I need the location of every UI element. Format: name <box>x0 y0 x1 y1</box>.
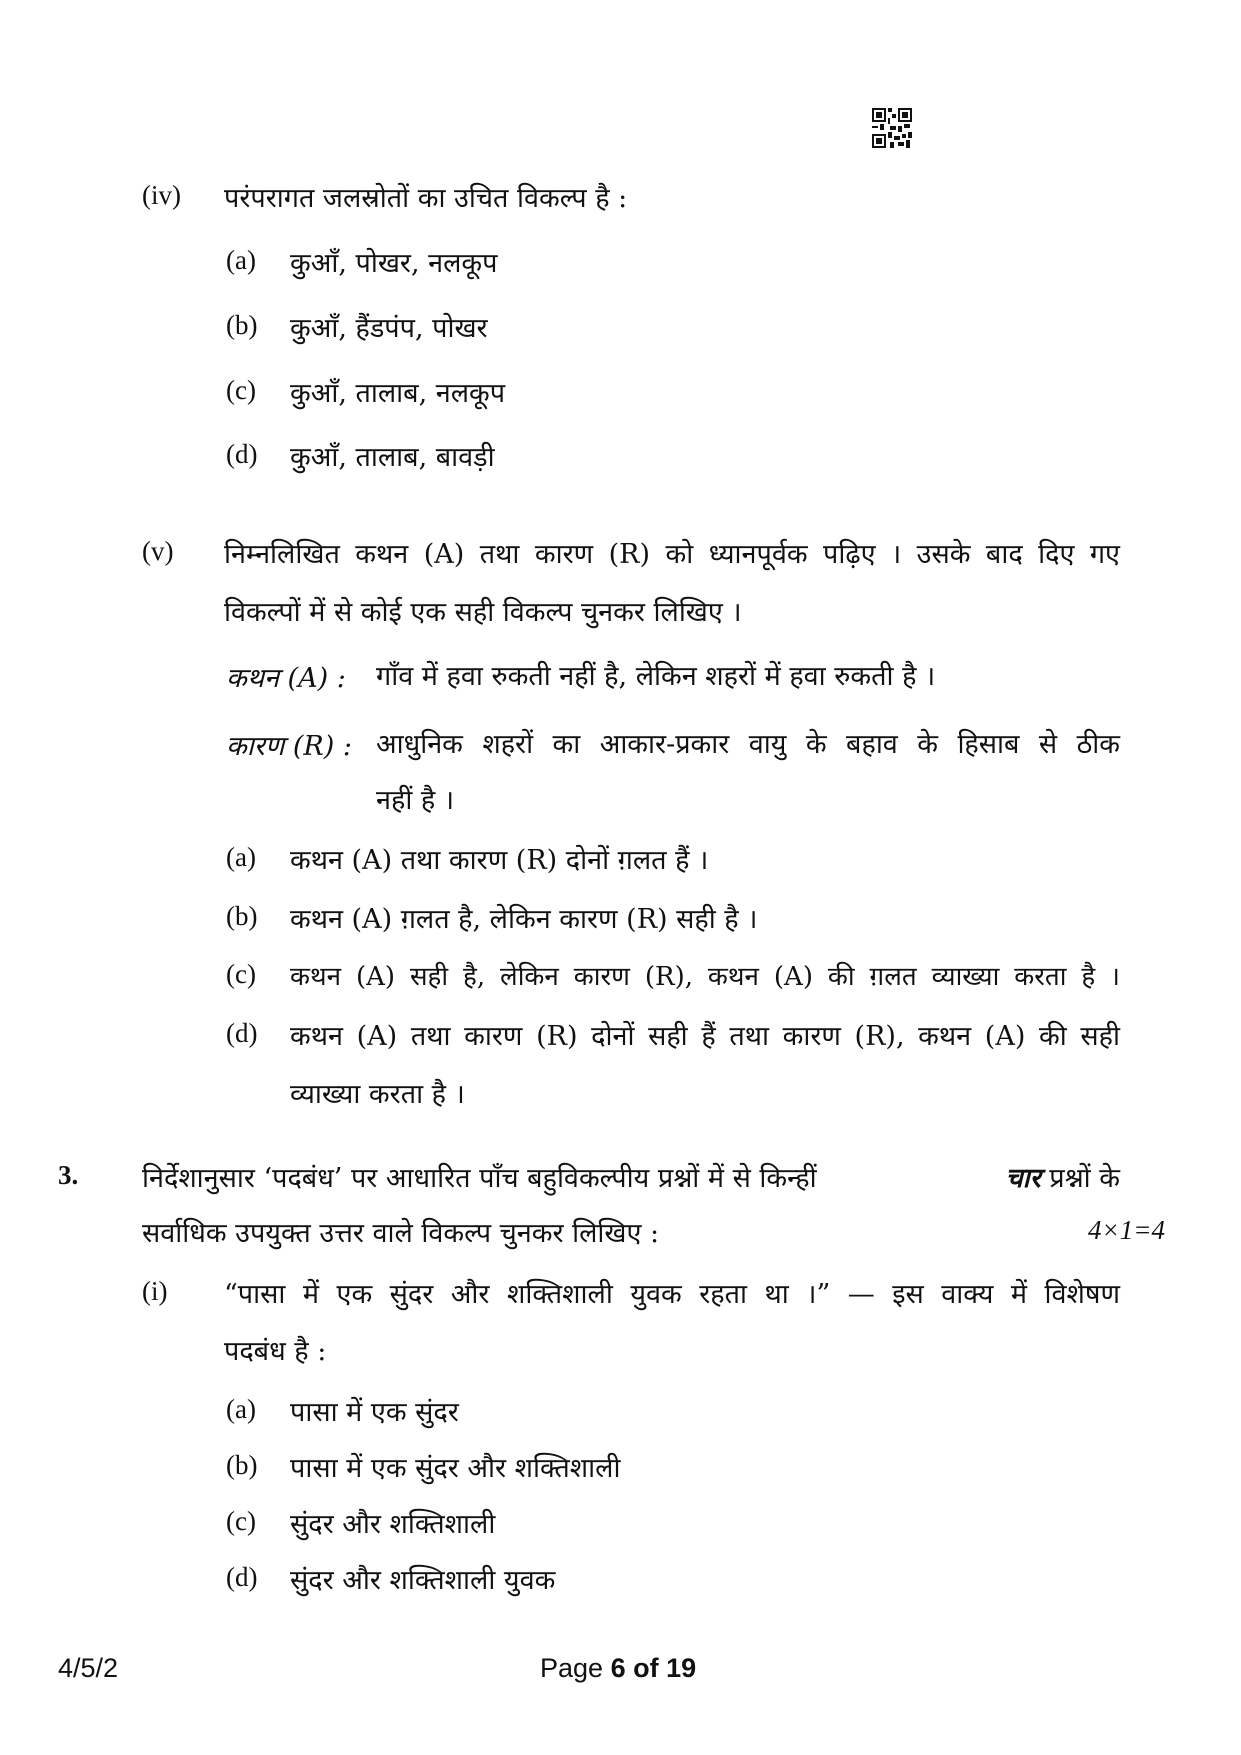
option-label: (c) <box>226 959 256 989</box>
option-text: पासा में एक सुंदर <box>290 1397 459 1428</box>
option-text: कथन (A) तथा कारण (R) दोनों सही हैं तथा कारण (R), कथन (A) की सही <box>290 1021 1120 1052</box>
paper-code: 4/5/2 <box>58 1653 119 1683</box>
assertion-text: गाँव में हवा रुकती नहीं है, लेकिन शहरों में हवा रुकती है । <box>376 661 936 692</box>
option-label: (a) <box>226 245 256 275</box>
question-text: “पासा में एक सुंदर और शक्तिशाली युवक रहता था ।” — इस वाक्य में विशेषण <box>224 1279 1120 1310</box>
option-label: (b) <box>226 310 258 340</box>
page-total: 19 <box>666 1653 697 1683</box>
question-number: 3. <box>58 1160 79 1190</box>
question-text <box>1005 1158 1120 1195</box>
option-text: कथन (A) ग़लत है, लेकिन कारण (R) सही है । <box>290 904 758 935</box>
question-text: सर्वाधिक उपयुक्त उत्तर वाले विकल्प चुनकर लिखिए : <box>142 1218 660 1249</box>
subquestion-number: (iv) <box>142 180 181 210</box>
question-text: विकल्पों में से कोई एक सही विकल्प चुनकर लिखिए । <box>224 597 742 628</box>
question-text: निम्नलिखित कथन (A) तथा कारण (R) को ध्यानपूर्वक पढ़िए । उसके बाद दिए गए <box>224 539 1120 570</box>
question-text: परंपरागत जलस्रोतों का उचित विकल्प है : <box>224 183 628 214</box>
option-label: (d) <box>226 1018 258 1048</box>
question-text: निर्देशानुसार ‘पदबंध’ पर आधारित पाँच बहुविकल्पीय प्रश्नों में से किन्हीं <box>142 1163 817 1194</box>
option-text: पासा में एक सुंदर और शक्तिशाली <box>290 1453 621 1484</box>
option-text: कुआँ, तालाब, नलकूप <box>290 378 506 409</box>
reason-text: नहीं है । <box>376 785 455 816</box>
option-label: (d) <box>226 1562 258 1592</box>
option-text: सुंदर और शक्तिशाली युवक <box>290 1565 556 1596</box>
option-text: व्याख्या करता है । <box>290 1079 465 1110</box>
option-label: (c) <box>226 375 256 405</box>
option-text: कुआँ, तालाब, बावड़ी <box>290 442 495 473</box>
option-label: (a) <box>226 842 256 872</box>
page-prefix: Page <box>540 1653 604 1683</box>
page-of: of <box>633 1653 659 1683</box>
marks-label: 4×1=4 <box>1088 1215 1165 1245</box>
option-text: सुंदर और शक्तिशाली <box>290 1509 496 1540</box>
question-text: प्रश्नों के <box>1049 1163 1120 1194</box>
option-label: (b) <box>226 1450 258 1480</box>
emphasis-word: चार <box>1005 1163 1041 1194</box>
option-text: कुआँ, पोखर, नलकूप <box>290 248 498 279</box>
option-label: (b) <box>226 901 258 931</box>
question-text-line <box>142 1158 1120 1195</box>
option-text: कुआँ, हैंडपंप, पोखर <box>290 313 488 344</box>
reason-text: आधुनिक शहरों का आकार-प्रकार वायु के बहाव के हिसाब से ठीक <box>376 729 1120 760</box>
option-label: (a) <box>226 1394 256 1424</box>
option-text: कथन (A) सही है, लेकिन कारण (R), कथन (A) की ग़लत व्याख्या करता है । <box>290 962 1120 992</box>
subquestion-number: (v) <box>142 536 174 566</box>
reason-label: कारण (R) : <box>226 731 352 762</box>
option-label: (d) <box>226 439 258 469</box>
option-text: कथन (A) तथा कारण (R) दोनों ग़लत हैं । <box>290 845 709 876</box>
assertion-label: कथन (A) : <box>226 663 346 694</box>
page-indicator <box>540 1653 696 1684</box>
subquestion-number: (i) <box>142 1276 168 1306</box>
question-text: पदबंध है : <box>224 1336 327 1367</box>
page-number: 6 <box>610 1653 626 1683</box>
option-label: (c) <box>226 1506 256 1536</box>
qr-code-icon <box>872 108 912 148</box>
